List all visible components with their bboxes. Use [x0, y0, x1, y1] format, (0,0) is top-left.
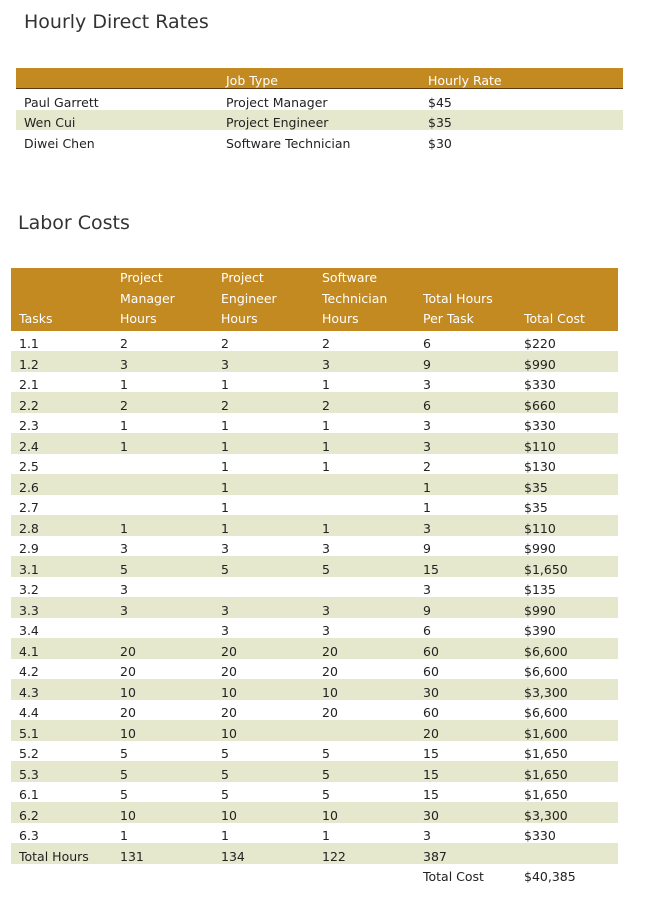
labor-cell: 1 — [415, 474, 516, 495]
labor-cell: 5.1 — [11, 720, 112, 741]
labor-cell: 1 — [322, 459, 330, 474]
labor-cell — [314, 577, 415, 598]
labor-cell: 2 — [322, 336, 330, 351]
labor-cell: 2.3 — [19, 418, 39, 433]
labor-cell: 2.8 — [11, 515, 112, 536]
labor-cell: $1,650 — [516, 761, 618, 782]
labor-cell: 3 — [423, 418, 431, 433]
labor-row — [11, 618, 618, 639]
labor-cell: 5 — [221, 787, 229, 802]
labor-cell: 20 — [322, 664, 338, 679]
labor-cell: 1 — [112, 515, 213, 536]
labor-cell: 9 — [423, 541, 431, 556]
labor-cell: 131 — [112, 843, 213, 864]
labor-cell: 4.4 — [19, 705, 39, 720]
labor-cell: $330 — [524, 418, 556, 433]
rates-cell: $35 — [420, 110, 623, 131]
labor-cell: 4.3 — [11, 679, 112, 700]
labor-row — [11, 351, 618, 372]
labor-row — [11, 802, 618, 823]
labor-cell: 6 — [423, 336, 431, 351]
labor-cell: $1,650 — [524, 746, 568, 761]
labor-cell: 5 — [314, 761, 415, 782]
labor-cell: $990 — [516, 351, 618, 372]
labor-cell: $6,600 — [524, 705, 568, 720]
labor-cell: $330 — [524, 828, 556, 843]
labor-cell — [516, 843, 618, 864]
labor-cell: 5 — [322, 787, 330, 802]
labor-cell: 3 — [314, 351, 415, 372]
labor-row — [11, 474, 618, 495]
labor-cell: 3 — [221, 623, 229, 638]
labor-row — [11, 720, 618, 741]
labor-row — [11, 679, 618, 700]
labor-cell: 3 — [213, 597, 314, 618]
labor-cell: 3 — [415, 433, 516, 454]
labor-cell: 3 — [415, 515, 516, 536]
labor-cell: 6.2 — [11, 802, 112, 823]
labor-cell: 5.3 — [11, 761, 112, 782]
labor-cell: 30 — [415, 802, 516, 823]
labor-cell: 3.3 — [11, 597, 112, 618]
labor-cell: 10 — [213, 802, 314, 823]
labor-cell: 5 — [112, 556, 213, 577]
labor-cell: 2.6 — [11, 474, 112, 495]
labor-cell: 9 — [415, 351, 516, 372]
labor-cell: $1,650 — [516, 556, 618, 577]
labor-cell: 5 — [314, 556, 415, 577]
labor-cell: 1 — [213, 474, 314, 495]
labor-cell — [112, 495, 213, 516]
rates-row — [16, 110, 623, 131]
labor-cell: 1 — [120, 377, 128, 392]
labor-costs-header-row — [11, 268, 618, 331]
labor-cell: 3 — [322, 541, 330, 556]
labor-cell — [213, 864, 314, 885]
labor-cell: $35 — [516, 474, 618, 495]
labor-cell: 4.1 — [11, 638, 112, 659]
labor-cell: 2.5 — [19, 459, 39, 474]
labor-cell: $3,300 — [516, 802, 618, 823]
labor-cell: 1 — [221, 377, 229, 392]
labor-cell: 134 — [213, 843, 314, 864]
labor-cell: 5 — [221, 746, 229, 761]
labor-row — [11, 597, 618, 618]
labor-row — [11, 331, 618, 352]
labor-cell: 3 — [120, 541, 128, 556]
labor-cell: 3 — [423, 377, 431, 392]
labor-cell: 3 — [314, 597, 415, 618]
labor-cell: 1 — [322, 828, 330, 843]
labor-cell: $220 — [524, 336, 556, 351]
labor-cell: 3.4 — [19, 623, 39, 638]
labor-cell: 2 — [213, 392, 314, 413]
labor-cell: 20 — [221, 664, 237, 679]
labor-row — [11, 761, 618, 782]
labor-cell: 20 — [415, 720, 516, 741]
labor-row — [11, 864, 618, 885]
labor-cell: 3 — [423, 828, 431, 843]
labor-cell: $3,300 — [516, 679, 618, 700]
labor-cell: 122 — [314, 843, 415, 864]
labor-cell: 1 — [322, 377, 330, 392]
labor-cell: $130 — [524, 459, 556, 474]
labor-row — [11, 454, 618, 475]
rates-header-cell — [16, 68, 218, 89]
labor-cell: 1.2 — [11, 351, 112, 372]
labor-cell: 20 — [221, 705, 237, 720]
labor-header-cell: Tasks — [11, 268, 112, 331]
labor-cell: 15 — [423, 787, 439, 802]
labor-cell — [314, 495, 415, 516]
labor-cell: 20 — [120, 664, 136, 679]
labor-header-cell: Project Manager Hours — [112, 268, 213, 331]
labor-cell: 10 — [213, 720, 314, 741]
labor-cell: 6.3 — [19, 828, 39, 843]
labor-cell: 10 — [314, 802, 415, 823]
labor-cell: 1 — [221, 418, 229, 433]
labor-cell: 387 — [415, 843, 516, 864]
labor-cell: 1 — [112, 433, 213, 454]
labor-row — [11, 823, 618, 844]
labor-cell: 30 — [415, 679, 516, 700]
labor-cell: 10 — [112, 802, 213, 823]
labor-cell: $990 — [524, 541, 556, 556]
labor-cell: 5 — [322, 746, 330, 761]
labor-cell: 5 — [213, 556, 314, 577]
labor-cell: 5 — [120, 746, 128, 761]
labor-cell: 10 — [112, 720, 213, 741]
labor-cell: 2.9 — [19, 541, 39, 556]
labor-cell: 1 — [314, 515, 415, 536]
labor-cell: $390 — [524, 623, 556, 638]
rates-header-cell: Hourly Rate — [420, 68, 623, 89]
labor-cell: 60 — [423, 664, 439, 679]
labor-cell: Total Cost — [415, 864, 516, 885]
rates-cell: Project Manager — [226, 94, 328, 110]
labor-cell: 2.4 — [11, 433, 112, 454]
labor-cell: 3.2 — [19, 582, 39, 597]
labor-cell — [11, 864, 112, 885]
labor-header-cell: Software Technician Hours — [314, 268, 415, 331]
labor-cell: 6.1 — [19, 787, 39, 802]
rates-cell: Project Engineer — [218, 110, 420, 131]
labor-cell: 60 — [423, 705, 439, 720]
labor-cell: 10 — [314, 679, 415, 700]
labor-row — [11, 536, 618, 557]
labor-cell: 2 — [314, 392, 415, 413]
labor-cell: 6 — [423, 623, 431, 638]
labor-row — [11, 843, 618, 864]
labor-cell: 20 — [112, 638, 213, 659]
labor-cell: 2.7 — [19, 500, 39, 515]
labor-cell: $35 — [524, 500, 548, 515]
labor-cell: 5.2 — [19, 746, 39, 761]
labor-row — [11, 700, 618, 721]
labor-cell: 3 — [322, 623, 330, 638]
labor-cell: 20 — [120, 705, 136, 720]
labor-cell — [314, 720, 415, 741]
labor-cell — [213, 577, 314, 598]
labor-row — [11, 433, 618, 454]
labor-cell: 10 — [213, 679, 314, 700]
labor-cell: 60 — [415, 638, 516, 659]
labor-cell: 1 — [322, 418, 330, 433]
labor-cell: 15 — [415, 761, 516, 782]
labor-cell — [112, 618, 213, 639]
labor-cell: 3.1 — [11, 556, 112, 577]
labor-cell: 20 — [213, 638, 314, 659]
rates-cell: Paul Garrett — [24, 94, 99, 110]
labor-cell: 2 — [120, 336, 128, 351]
labor-cell: 4.2 — [19, 664, 39, 679]
labor-cell: 3 — [112, 351, 213, 372]
labor-cell: $40,385 — [516, 864, 618, 885]
labor-costs-title: Labor Costs — [18, 212, 130, 234]
labor-cell: $110 — [516, 433, 618, 454]
labor-cell: 2 — [112, 392, 213, 413]
labor-cell: 1 — [423, 500, 431, 515]
labor-cell: 3 — [423, 582, 431, 597]
labor-cell — [112, 864, 213, 885]
labor-cell: 5 — [112, 761, 213, 782]
labor-cell: 1 — [314, 433, 415, 454]
labor-row — [11, 372, 618, 393]
labor-row — [11, 495, 618, 516]
rates-cell: Software Technician — [226, 135, 351, 151]
labor-header-cell: Project Engineer Hours — [213, 268, 314, 331]
labor-cell: 2.2 — [11, 392, 112, 413]
labor-row — [11, 556, 618, 577]
labor-cell: 1 — [221, 500, 229, 515]
labor-cell: 3 — [221, 541, 229, 556]
labor-cell: 15 — [415, 556, 516, 577]
rates-row — [16, 89, 623, 110]
hourly-rates-table — [16, 68, 623, 151]
labor-cell: 1 — [221, 459, 229, 474]
hourly-rates-title: Hourly Direct Rates — [24, 11, 209, 33]
rates-row — [16, 130, 623, 151]
labor-row — [11, 659, 618, 680]
labor-cell: $1,650 — [524, 787, 568, 802]
labor-cell: 5 — [213, 761, 314, 782]
labor-cell: Total Hours — [11, 843, 112, 864]
labor-cell: 10 — [112, 679, 213, 700]
rates-header-cell: Job Type — [218, 68, 420, 89]
labor-cell: 1 — [213, 515, 314, 536]
labor-cell: 2 — [423, 459, 431, 474]
labor-cell: $135 — [524, 582, 556, 597]
labor-row — [11, 515, 618, 536]
labor-cell — [112, 474, 213, 495]
labor-cell: $660 — [516, 392, 618, 413]
labor-cell: $1,600 — [516, 720, 618, 741]
labor-cell: 1.1 — [19, 336, 39, 351]
rates-cell: $45 — [428, 94, 452, 110]
rates-cell: Diwei Chen — [24, 135, 95, 151]
labor-row — [11, 638, 618, 659]
rates-cell: Wen Cui — [16, 110, 218, 131]
labor-header-cell: Total Cost — [516, 268, 618, 331]
labor-header-cell: Total Hours Per Task — [415, 268, 516, 331]
labor-cell: 1 — [120, 418, 128, 433]
labor-cell: 3 — [213, 351, 314, 372]
rates-cell: $30 — [428, 135, 452, 151]
labor-row — [11, 782, 618, 803]
labor-cell: 5 — [120, 787, 128, 802]
labor-cell: 1 — [221, 828, 229, 843]
labor-cell: $6,600 — [524, 664, 568, 679]
labor-cell: 2.1 — [19, 377, 39, 392]
labor-cell: 6 — [415, 392, 516, 413]
labor-row — [11, 413, 618, 434]
labor-cell: 3 — [120, 582, 128, 597]
labor-cell: 2 — [221, 336, 229, 351]
labor-cell: 3 — [112, 597, 213, 618]
labor-costs-table — [11, 268, 618, 884]
labor-cell — [112, 454, 213, 475]
labor-cell: 20 — [322, 705, 338, 720]
labor-cell: $6,600 — [516, 638, 618, 659]
hourly-rates-header-row — [16, 68, 623, 89]
labor-cell: $990 — [516, 597, 618, 618]
labor-cell: 1 — [120, 828, 128, 843]
labor-cell: 20 — [314, 638, 415, 659]
labor-cell: 9 — [415, 597, 516, 618]
labor-cell: $110 — [516, 515, 618, 536]
labor-cell: $330 — [524, 377, 556, 392]
labor-cell: 15 — [423, 746, 439, 761]
labor-row — [11, 577, 618, 598]
labor-cell — [314, 474, 415, 495]
labor-cell — [314, 864, 415, 885]
labor-row — [11, 392, 618, 413]
labor-cell: 1 — [213, 433, 314, 454]
labor-row — [11, 741, 618, 762]
